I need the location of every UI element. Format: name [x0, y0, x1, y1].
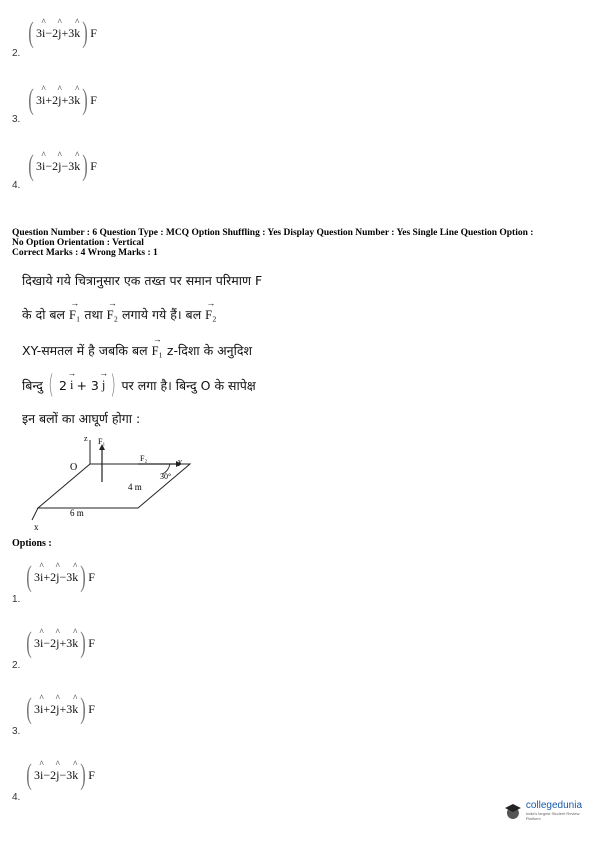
- point-x: 2: [59, 377, 67, 393]
- left-paren: (: [28, 149, 34, 182]
- option-4-expression[interactable]: [24, 760, 95, 790]
- option-1-number: 1.: [12, 594, 21, 605]
- y-label: y: [178, 457, 182, 466]
- force-symbol: F: [90, 92, 97, 107]
- right-paren: ): [80, 626, 86, 659]
- coef-j: −2: [43, 767, 57, 782]
- coef-k: +3: [61, 92, 75, 107]
- question-header: [12, 228, 592, 258]
- unit-k: k ^: [74, 83, 81, 107]
- unit-k: k ^: [72, 758, 79, 782]
- right-paren: ): [82, 149, 88, 182]
- coef-j: −2: [45, 158, 59, 173]
- right-paren: ): [80, 560, 86, 593]
- top-option-4-expression[interactable]: [26, 151, 97, 181]
- vector-f2: → F₂: [106, 298, 118, 322]
- right-paren: ): [82, 16, 88, 49]
- option-3-expression[interactable]: [24, 694, 95, 724]
- options-label: Options :: [12, 538, 52, 549]
- right-paren: ): [110, 370, 117, 400]
- coef-j: +2: [43, 701, 57, 716]
- unit-k: k ^: [72, 692, 79, 716]
- q-text: के दो बल: [22, 307, 66, 322]
- graduation-cap-icon: [504, 802, 522, 820]
- plank-figure: [20, 432, 220, 532]
- coef-j: +2: [43, 569, 57, 584]
- force-symbol: F: [88, 701, 95, 716]
- unit-i-vector: → i: [67, 367, 77, 392]
- coef-j: +2: [45, 92, 59, 107]
- q-text: बिन्दु: [22, 377, 43, 393]
- question-text-line4: [22, 367, 256, 400]
- coef-i: 3: [36, 25, 42, 40]
- q-text: तथा: [84, 307, 103, 322]
- top-option-2-expression[interactable]: [26, 18, 97, 48]
- coef-j: −2: [43, 635, 57, 650]
- top-option-4-number: 4.: [12, 180, 21, 191]
- option-2-expression[interactable]: [24, 628, 95, 658]
- q-text: XY-समतल में है जबकि बल: [22, 343, 148, 358]
- origin-label: O: [70, 462, 78, 473]
- unit-j: j ^: [55, 560, 60, 584]
- force-symbol: F: [88, 767, 95, 782]
- left-paren: (: [28, 16, 34, 49]
- top-option-3-number: 3.: [12, 114, 21, 125]
- q-text: z-दिशा के अनुदिश: [166, 343, 253, 358]
- q-text: पर लगा है। बिन्दु O के सापेक्ष: [121, 377, 256, 393]
- logo-text: collegedunia: [525, 800, 583, 811]
- question-text-line1: दिखाये गये चित्रानुसार एक तख्त पर समान परिमाण F: [22, 273, 263, 288]
- option-1-expression[interactable]: [24, 562, 95, 592]
- question-text-line5: इन बलों का आघूर्ण होगा :: [22, 411, 141, 426]
- unit-k: k ^: [74, 16, 81, 40]
- coef-i: 3: [34, 701, 40, 716]
- unit-i: i ^: [39, 560, 44, 584]
- left-paren: (: [26, 692, 32, 725]
- coef-k: +3: [61, 25, 75, 40]
- unit-i: i ^: [41, 149, 46, 173]
- question-marks-line: Correct Marks : 4 Wrong Marks : 1: [12, 248, 158, 258]
- coef-k: −3: [61, 158, 75, 173]
- length-4m-label: 4 m: [128, 482, 142, 492]
- unit-i: i ^: [39, 758, 44, 782]
- unit-j: j ^: [55, 692, 60, 716]
- unit-i: i ^: [41, 83, 46, 107]
- angle-label: 30°: [160, 472, 172, 481]
- coef-k: +3: [59, 701, 73, 716]
- x-label: x: [34, 522, 39, 532]
- logo-tagline: India's largest Student Review Platform: [525, 811, 580, 821]
- coef-k: −3: [59, 569, 73, 584]
- collegedunia-logo: [504, 800, 595, 821]
- left-paren: (: [28, 83, 34, 116]
- question-meta-line1: Question Number : 6 Question Type : MCQ Option Shuffling : Yes Display Question Number : Yes Single Line Question Option :: [12, 228, 534, 238]
- coef-i: 3: [36, 158, 42, 173]
- f2-label: F₂: [140, 454, 148, 463]
- right-paren: ): [80, 758, 86, 791]
- unit-j: j ^: [55, 758, 60, 782]
- unit-k: k ^: [72, 560, 79, 584]
- left-paren: (: [26, 560, 32, 593]
- unit-j: j ^: [55, 626, 60, 650]
- left-paren: (: [48, 370, 54, 400]
- unit-i: i ^: [39, 626, 44, 650]
- option-4-number: 4.: [12, 792, 21, 803]
- z-label: z: [84, 434, 88, 443]
- question-meta-line2: No Option Orientation : Vertical: [12, 238, 144, 248]
- unit-k: k ^: [74, 149, 81, 173]
- force-symbol: F: [90, 25, 97, 40]
- vector-f2: → F₂: [205, 298, 217, 322]
- top-option-2-number: 2.: [12, 48, 21, 59]
- unit-j-vector: → j: [99, 367, 109, 392]
- question-text-line3: [22, 334, 253, 359]
- unit-k: k ^: [72, 626, 79, 650]
- coef-i: 3: [34, 767, 40, 782]
- left-paren: (: [26, 758, 32, 791]
- top-option-3-expression[interactable]: [26, 85, 97, 115]
- force-symbol: F: [90, 158, 97, 173]
- unit-i: i ^: [39, 692, 44, 716]
- coef-i: 3: [34, 569, 40, 584]
- coef-j: −2: [45, 25, 59, 40]
- length-6m-label: 6 m: [70, 508, 84, 518]
- question-text-line2: [22, 298, 217, 323]
- vector-f1: → F₁: [151, 334, 163, 358]
- option-2-number: 2.: [12, 660, 21, 671]
- force-symbol: F: [88, 569, 95, 584]
- coef-i: 3: [34, 635, 40, 650]
- unit-j: j ^: [57, 149, 62, 173]
- f1-label: F₁: [98, 437, 106, 446]
- q-text: लगाये गये हैं। बल: [121, 307, 202, 322]
- coef-k: −3: [59, 767, 73, 782]
- option-3-number: 3.: [12, 726, 21, 737]
- coef-k: +3: [59, 635, 73, 650]
- unit-j: j ^: [57, 83, 62, 107]
- vector-f1: → F₁: [69, 298, 81, 322]
- unit-j: j ^: [57, 16, 62, 40]
- right-paren: ): [82, 83, 88, 116]
- coef-i: 3: [36, 92, 42, 107]
- unit-i: i ^: [41, 16, 46, 40]
- right-paren: ): [80, 692, 86, 725]
- left-paren: (: [26, 626, 32, 659]
- point-y: + 3: [76, 377, 99, 393]
- x-axis: [32, 508, 38, 520]
- force-symbol: F: [88, 635, 95, 650]
